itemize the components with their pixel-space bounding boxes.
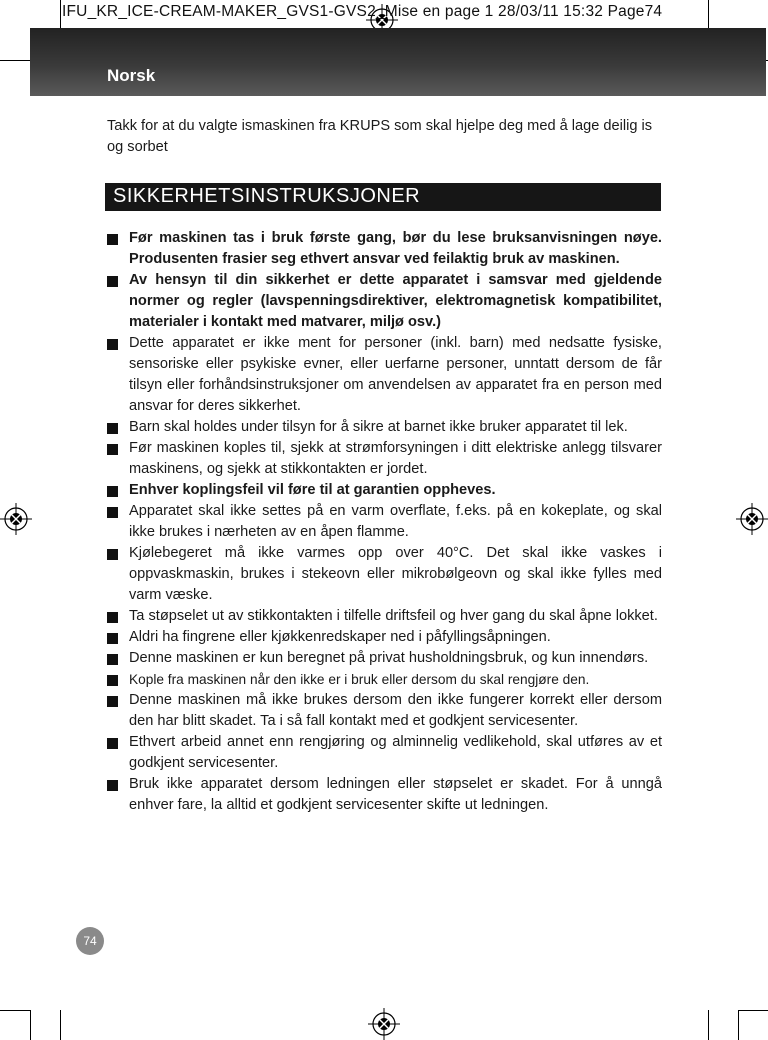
list-item: Denne maskinen må ikke brukes dersom den ikke fungerer korrekt eller dersom den har blitt skadet. Ta i så fall kontakt med et godkjent servicesenter. [107,690,662,732]
square-bullet-icon [107,738,118,749]
square-bullet-icon [107,654,118,665]
list-item: Bruk ikke apparatet dersom ledningen eller støpselet er skadet. For å unngå enhver fare, la alltid et godkjent servicesenter skifte ut ledningen. [107,774,662,816]
square-bullet-icon [107,234,118,245]
list-item: Barn skal holdes under tilsyn for å sikre at barnet ikke bruker apparatet til lek. [107,417,662,438]
page-number: 74 [76,927,104,955]
list-item: Denne maskinen er kun beregnet på privat husholdningsbruk, og kun innendørs. [107,648,662,669]
list-item: Dette apparatet er ikke ment for personer (inkl. barn) med nedsatte fysiske, sensoriske eller psykiske evner, eller uerfarne personer, unntatt dersom de får tilsyn eller forhåndsinstruksjoner om anvendelsen av apparatet fra en person med ansvar for deres sikkerhet. [107,333,662,417]
registration-mark-icon [0,503,32,535]
list-item: Ethvert arbeid annet enn rengjøring og alminnelig vedlikehold, skal utføres av et godkjent servicesenter. [107,732,662,774]
crop-mark [708,1010,709,1040]
list-item: Apparatet skal ikke settes på en varm overflate, f.eks. på en kokeplate, og skal ikke brukes i nærheten av en åpen flamme. [107,501,662,543]
list-item: Før maskinen koples til, sjekk at strømforsyningen i ditt elektriske anlegg tilsvarer maskinens, og sjekk at stikkontakten er jordet. [107,438,662,480]
print-slug-line: IFU_KR_ICE-CREAM-MAKER_GVS1-GVS2_Mise en page 1 28/03/11 15:32 Page74 [62,3,663,20]
list-item: Ta støpselet ut av stikkontakten i tilfelle driftsfeil og hver gang du skal åpne lokket. [107,606,662,627]
square-bullet-icon [107,444,118,455]
crop-mark [738,1010,768,1011]
list-item: Enhver koplingsfeil vil føre til at garantien oppheves. [107,480,662,501]
registration-mark-icon [736,503,768,535]
square-bullet-icon [107,633,118,644]
crop-mark [60,0,61,30]
crop-mark [0,1010,30,1011]
list-item: Kjølebegeret må ikke varmes opp over 40°C. Det skal ikke vaskes i oppvaskmaskin, brukes i stekeovn eller mikrobølgeovn og skal ikke fylles med varm væske. [107,543,662,606]
square-bullet-icon [107,696,118,707]
square-bullet-icon [107,780,118,791]
crop-mark [60,1010,61,1040]
square-bullet-icon [107,423,118,434]
registration-mark-icon [368,1008,400,1040]
crop-mark [0,60,30,61]
square-bullet-icon [107,339,118,350]
language-title: Norsk [107,66,156,85]
list-item: Kople fra maskinen når den ikke er i bruk eller dersom du skal rengjøre den. [107,669,662,690]
safety-list [107,228,662,816]
list-item: Av hensyn til din sikkerhet er dette apparatet i samsvar med gjeldende normer og regler (lavspenningsdirektiver, elektromagnetisk kompatibilitet, materialer i kontakt med matvarer, miljø osv.) [107,270,662,333]
section-title: SIKKERHETSINSTRUKSJONER [113,185,421,207]
square-bullet-icon [107,612,118,623]
intro-text: Takk for at du valgte ismaskinen fra KRUPS som skal hjelpe deg med å lage deilig is og sorbet [107,118,653,155]
square-bullet-icon [107,507,118,518]
square-bullet-icon [107,675,118,686]
square-bullet-icon [107,549,118,560]
crop-mark [738,1010,739,1040]
list-item: Før maskinen tas i bruk første gang, bør du lese bruksanvisningen nøye. Produsenten frasier seg ethvert ansvar ved feilaktig bruk av maskinen. [107,228,662,270]
square-bullet-icon [107,276,118,287]
list-item: Aldri ha fingrene eller kjøkkenredskaper ned i påfyllingsåpningen. [107,627,662,648]
square-bullet-icon [107,486,118,497]
crop-mark [30,1010,31,1040]
